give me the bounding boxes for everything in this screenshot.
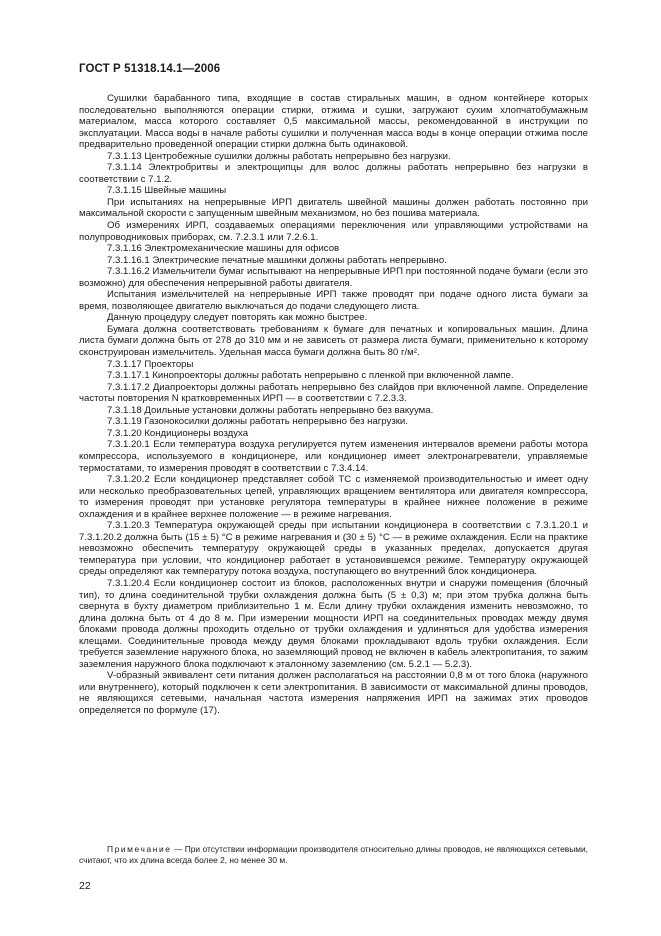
clause-7-3-1-20-2: 7.3.1.20.2 Если кондиционер представляет собой ТС с изменяемой производительностью и имеет одну или несколько преобразовательных цепей, управляющих вращением вентилятора или двигателя компрессора, то измерения проводят при установке регулятора температуры в крайнее нижнее положение в режиме охлаждения и в крайнее верхнее положение — в режиме нагревания. — [79, 474, 588, 520]
clause-7-3-1-20-4: 7.3.1.20.4 Если кондиционер состоит из блоков, расположенных внутри и снаружи помещения (блочный тип), то длина соединительной трубки охлаждения должна быть (5 ± 0,3) м; при этом трубка должна быть свернута в бухту диаметром приблизительно 1 м. Если длину трубки охлаждения изменить невозможно, то длина должна быть от 4 до 8 м. При измерении мощности ИРП на соединительных проводах между двумя блоками провода должны проходить отдельно от трубки охлаждения и удлиняться для удобства измерения клещами. Соединительные провода между двумя блоками прокладывают вдоль трубки охлаждения. Если требуется заземление наружного блока, но заземляющий провод не включен в кабель электропитания, то зажим заземления наружного блока подключают к эталонному заземлению (см. 5.2.1 — 5.2.3). — [79, 577, 588, 670]
clause-7-3-1-17-1: 7.3.1.17.1 Кинопроекторы должны работать непрерывно с пленкой при включенной лампе. — [107, 370, 514, 382]
document-body — [79, 93, 588, 717]
note-block — [79, 844, 588, 865]
clause-7-3-1-20: 7.3.1.20 Кондиционеры воздуха — [107, 427, 249, 439]
paragraph-dryers: Сушилки барабанного типа, входящие в состав стиральных машин, в одном контейнере которых последовательно выполняются операции стирки, отжима и сушки, загружают сухим хлопчатобумажным материалом, масса которого составляет 0,5 максимальной массы, рекомендованной в инструкции по эксплуатации. Масса воды в начале работы сушилки и полученная масса воды в конце операции отжима после предварительно проведенной операции стирки должна быть одинаковой. — [79, 93, 588, 151]
clause-7-3-1-16: 7.3.1.16 Электромеханические машины для офисов — [107, 243, 340, 255]
clause-7-3-1-14: 7.3.1.14 Электробритвы и электрощипцы для волос должны работать непрерывно без нагрузки в соответствии с 7.1.2. — [79, 162, 588, 185]
paragraph-sewing-machines: При испытаниях на непрерывные ИРП двигатель швейной машины должен работать постоянно при максимальной скорости с запущенным швейным механизмом, но без пошива материала. — [79, 196, 588, 220]
paragraph-repeat-procedure: Данную процедуру следует повторять как можно быстрее. — [107, 312, 368, 324]
clause-7-3-1-16-1: 7.3.1.16.1 Электрические печатные машинки должны работать непрерывно. — [107, 254, 447, 266]
clause-7-3-1-13: 7.3.1.13 Центробежные сушилки должны работать непрерывно без нагрузки. — [107, 150, 451, 162]
note-label: Примечание — [107, 844, 172, 854]
clause-7-3-1-18: 7.3.1.18 Доильные установки должны работать непрерывно без вакуума. — [107, 404, 434, 416]
clause-7-3-1-20-1: 7.3.1.20.1 Если температура воздуха регулируется путем изменения интервалов времени работы мотора компрессора, используемого в кондиционере, или кондиционер имеет электронагреватели, управляемые термостатами, то измерения проводят в соответствии с 7.3.4.14. — [79, 439, 588, 474]
clause-7-3-1-20-3: 7.3.1.20.3 Температура окружающей среды при испытании кондиционера в соответствии с 7.3.1.20.1 и 7.3.1.20.2 должна быть (15 ± 5) °С в режиме нагревания и (30 ± 5) °С — в режиме охлаждения. Если на практике невозможно обеспечить температуру окружающей среды в указанных пределах, допускается другая температура при условии, что кондиционер работает в установившемся режиме. Температуру окружающей среды определяют как температуру потока воздуха, поступающего во внутренний блок кондиционера. — [79, 520, 588, 578]
clause-7-3-1-17: 7.3.1.17 Проекторы — [107, 358, 194, 370]
clause-7-3-1-15: 7.3.1.15 Швейные машины — [107, 185, 227, 197]
paragraph-switching-measurements: Об измерениях ИРП, создаваемых операциями переключения или управляющими устройствами на полупроводниковых приборах, см. 7.2.3.1 или 7.2.6.1. — [79, 220, 588, 243]
paragraph-shredder-tests: Испытания измельчителей на непрерывные ИРП также проводят при подаче одного листа бумаги за время, позволяющее двигателю выключаться до подачи следующего листа. — [79, 289, 588, 312]
page-header-standard-code: ГОСТ Р 51318.14.1—2006 — [79, 63, 221, 75]
paragraph-v-network: V-образный эквивалент сети питания должен располагаться на расстоянии 0,8 м от того блока (наружного или внутреннего), который подключен к сети электропитания. В зависимости от максимальной длины проводов, не являющихся сетевыми, начальная частота измерения напряжения ИРП на зажимах этих проводов определяется по формуле (17). — [79, 670, 588, 716]
note-text: — При отсутствии информации производителя относительно длины проводов, не являющихся сетевыми, считают, что их длина всегда более 2, но менее 30 м. — [79, 844, 588, 865]
clause-7-3-1-17-2: 7.3.1.17.2 Диапроекторы должны работать непрерывно без слайдов при включенной лампе. Определение частоты повторения N кратковременных ИРП — в соответствии с 7.2.3.3. — [79, 381, 588, 405]
clause-7-3-1-19: 7.3.1.19 Газонокосилки должны работать непрерывно без нагрузки. — [107, 416, 408, 428]
page-number: 22 — [79, 880, 91, 892]
clause-7-3-1-16-2: 7.3.1.16.2 Измельчители бумаг испытывают на непрерывные ИРП при постоянной подаче бумаги (если это возможно) для обеспечения непрерывной работы двигателя. — [79, 266, 588, 289]
paragraph-paper-requirements: Бумага должна соответствовать требованиям к бумаге для печатных и копировальных машин. Длина листа бумаги должна быть от 278 до 310 мм и не зависеть от размера листа бумаги, применительно к которому сконструирован измельчитель. Удельная масса бумаги должна быть 80 г/м². — [79, 323, 588, 359]
note-paragraph — [79, 844, 588, 865]
